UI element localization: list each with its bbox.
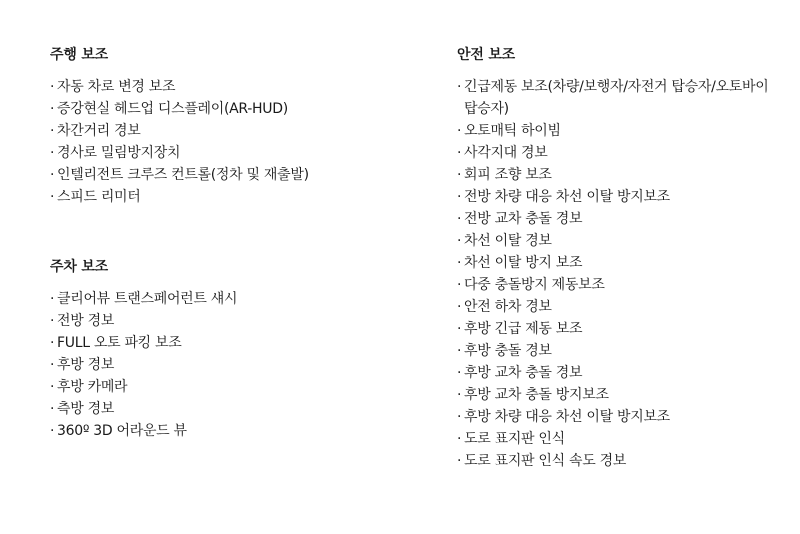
list-item: · 안전 하차 경보 bbox=[457, 296, 777, 318]
list-item: · 경사로 밀림방지장치 bbox=[50, 142, 410, 164]
list-item: · 도로 표지판 인식 bbox=[457, 428, 777, 450]
left-column bbox=[50, 44, 410, 442]
list-item: · 후방 경보 bbox=[50, 354, 410, 376]
driving-assist-list bbox=[50, 76, 410, 208]
list-item: · 후방 긴급 제동 보조 bbox=[457, 318, 777, 340]
parking-assist-title: 주차 보조 bbox=[50, 259, 108, 275]
list-item: · 전방 교차 충돌 경보 bbox=[457, 208, 777, 230]
list-item: · 후방 카메라 bbox=[50, 376, 410, 398]
safety-assist-list bbox=[457, 76, 777, 472]
list-item: · 자동 차로 변경 보조 bbox=[50, 76, 410, 98]
list-item: · 도로 표지판 인식 속도 경보 bbox=[457, 450, 777, 472]
list-item: · 차선 이탈 경보 bbox=[457, 230, 777, 252]
list-item: · 스피드 리미터 bbox=[50, 186, 410, 208]
list-item: · 증강현실 헤드업 디스플레이(AR-HUD) bbox=[50, 98, 410, 120]
list-item: · 전방 경보 bbox=[50, 310, 410, 332]
list-item: · 차간거리 경보 bbox=[50, 120, 410, 142]
list-item: · 측방 경보 bbox=[50, 398, 410, 420]
list-item: · 사각지대 경보 bbox=[457, 142, 777, 164]
list-item: · FULL 오토 파킹 보조 bbox=[50, 332, 410, 354]
list-item: · 인텔리전트 크루즈 컨트롤(정차 및 재출발) bbox=[50, 164, 410, 186]
list-item: · 후방 충돌 경보 bbox=[457, 340, 777, 362]
list-item: · 오토매틱 하이빔 bbox=[457, 120, 777, 142]
list-item: · 다중 충돌방지 제동보조 bbox=[457, 274, 777, 296]
list-item: · 360º 3D 어라운드 뷰 bbox=[50, 420, 410, 442]
safety-assist-title: 안전 보조 bbox=[457, 47, 515, 63]
list-item: · 회피 조향 보조 bbox=[457, 164, 777, 186]
section-spacer bbox=[50, 208, 410, 256]
driving-assist-title: 주행 보조 bbox=[50, 47, 108, 63]
list-item: · 후방 교차 충돌 경보 bbox=[457, 362, 777, 384]
parking-assist-list bbox=[50, 288, 410, 442]
right-column bbox=[457, 44, 777, 472]
list-item: · 후방 교차 충돌 방지보조 bbox=[457, 384, 777, 406]
list-item: · 차선 이탈 방지 보조 bbox=[457, 252, 777, 274]
list-item: · 후방 차량 대응 차선 이탈 방지보조 bbox=[457, 406, 777, 428]
list-item: · 클리어뷰 트랜스페어런트 섀시 bbox=[50, 288, 410, 310]
list-item: · 긴급제동 보조(차량/보행자/자전거 탑승자/오토바이 탑승자) bbox=[457, 76, 777, 120]
list-item: · 전방 차량 대응 차선 이탈 방지보조 bbox=[457, 186, 777, 208]
